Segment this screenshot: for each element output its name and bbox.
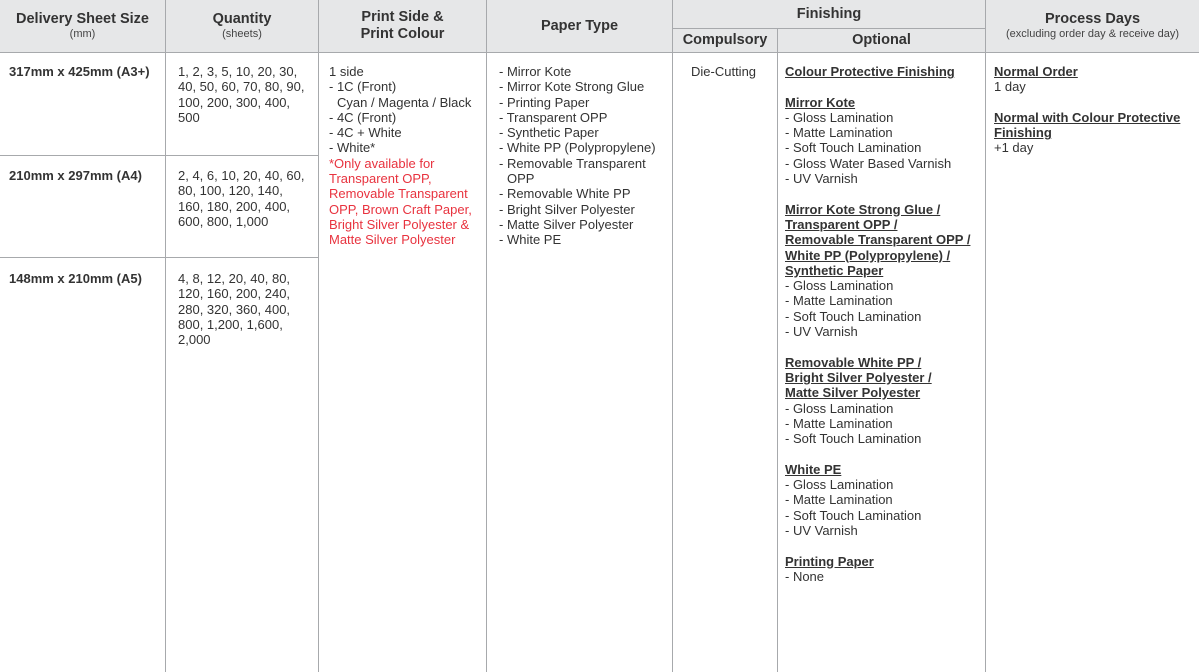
quantity-line: 4, 8, 12, 20, 40, 80, bbox=[178, 271, 291, 286]
quantity-line: 100, 200, 300, 400, bbox=[178, 94, 291, 110]
print-options bbox=[329, 64, 472, 248]
print-note: Matte Silver Polyester bbox=[329, 232, 456, 248]
quantity-line: 600, 800, 1,000 bbox=[178, 213, 269, 229]
header-process-title: Process Days bbox=[1044, 11, 1141, 27]
print-line: - White* bbox=[329, 140, 376, 156]
print-note: Removable Transparent bbox=[329, 186, 468, 202]
print-line: - 4C (Front) bbox=[329, 109, 397, 125]
quantity-line: 80, 100, 120, 140, bbox=[178, 183, 283, 199]
process-value: +1 day bbox=[994, 140, 1034, 156]
header-finishing bbox=[673, 0, 985, 28]
process-title: Finishing bbox=[994, 125, 1052, 141]
print-line: - 1C (Front) bbox=[329, 79, 397, 95]
finish-item: - Gloss Lamination bbox=[785, 278, 894, 294]
finish-item: - Gloss Lamination bbox=[785, 400, 894, 416]
header-optional-title: Optional bbox=[852, 32, 911, 48]
quantity-line: 1, 2, 3, 5, 10, 20, 30, bbox=[178, 64, 298, 79]
print-line: 1 side bbox=[329, 64, 364, 79]
paper-type-item: - White PE bbox=[499, 232, 562, 248]
header-quantity bbox=[166, 0, 318, 52]
header-compulsory bbox=[673, 29, 777, 52]
quantity-line: 160, 180, 200, 400, bbox=[178, 198, 291, 214]
header-print-title-2: Print Colour bbox=[360, 26, 445, 42]
process-title: Normal with Colour Protective bbox=[994, 109, 1181, 125]
header-process-sub: (excluding order day & receive day) bbox=[1005, 28, 1180, 40]
compulsory-die-cutting: Die-Cutting bbox=[691, 64, 757, 79]
divider bbox=[673, 28, 985, 29]
header-quantity-title: Quantity bbox=[212, 11, 272, 27]
finish-item: - Soft Touch Lamination bbox=[785, 140, 922, 156]
group-title: Mirror Kote Strong Glue / bbox=[785, 201, 941, 217]
print-note: Transparent OPP, bbox=[329, 171, 432, 187]
process-days bbox=[994, 64, 1180, 156]
print-line: Cyan / Magenta / Black bbox=[337, 94, 472, 110]
group-title: Removable White PP / bbox=[785, 354, 922, 370]
divider bbox=[672, 0, 673, 672]
header-size-title: Delivery Sheet Size bbox=[16, 11, 149, 27]
finish-item: - UV Varnish bbox=[785, 324, 858, 340]
quantity-line: 2,000 bbox=[178, 332, 211, 348]
divider bbox=[318, 0, 319, 672]
quantity-a3plus bbox=[178, 64, 305, 125]
header-optional bbox=[778, 29, 985, 52]
paper-type-item: - Removable Transparent bbox=[499, 155, 646, 171]
quantity-line: 280, 320, 360, 400, bbox=[178, 301, 291, 317]
print-note: OPP, Brown Craft Paper, bbox=[329, 201, 472, 217]
group-title: Matte Silver Polyester bbox=[785, 385, 921, 401]
quantity-line: 2, 4, 6, 10, 20, 40, 60, bbox=[178, 168, 305, 183]
finish-item: - Matte Lamination bbox=[785, 293, 893, 309]
optional-heading: Colour Protective Finishing bbox=[785, 64, 955, 79]
paper-type-item: - Removable White PP bbox=[499, 186, 631, 202]
print-note: *Only available for bbox=[329, 155, 435, 171]
group-title: White PP (Polypropylene) / bbox=[785, 247, 951, 263]
paper-type-item: - Matte Silver Polyester bbox=[499, 216, 634, 232]
divider bbox=[0, 155, 318, 156]
group-title: Printing Paper bbox=[785, 553, 874, 569]
finish-item: - Soft Touch Lamination bbox=[785, 507, 922, 523]
header-delivery-sheet-size bbox=[0, 0, 165, 52]
header-print-side bbox=[319, 0, 486, 52]
finish-item: - None bbox=[785, 568, 825, 584]
paper-type-list bbox=[499, 64, 656, 248]
group-title: Bright Silver Polyester / bbox=[785, 369, 932, 385]
divider bbox=[985, 0, 986, 672]
print-line: - 4C + White bbox=[329, 125, 402, 141]
quantity-line: 500 bbox=[178, 109, 200, 125]
print-note: Bright Silver Polyester & bbox=[329, 216, 470, 232]
header-print-title-1: Print Side & bbox=[361, 9, 444, 25]
paper-type-item: OPP bbox=[507, 171, 535, 187]
finish-item: - Matte Lamination bbox=[785, 492, 893, 508]
paper-type-item: - Bright Silver Polyester bbox=[499, 201, 635, 217]
header-process-days bbox=[986, 0, 1199, 52]
divider bbox=[777, 29, 778, 672]
divider bbox=[486, 0, 487, 672]
paper-type-item: - Synthetic Paper bbox=[499, 125, 599, 141]
optional-finishing bbox=[785, 64, 970, 584]
group-title: Removable Transparent OPP / bbox=[785, 232, 971, 248]
finish-item: - Gloss Lamination bbox=[785, 477, 894, 493]
process-value: 1 day bbox=[994, 79, 1026, 95]
quantity-a4 bbox=[178, 168, 304, 229]
group-title: Synthetic Paper bbox=[785, 262, 884, 278]
quantity-line: 40, 50, 60, 70, 80, 90, bbox=[178, 79, 305, 95]
group-title: White PE bbox=[785, 461, 842, 477]
finish-item: - UV Varnish bbox=[785, 522, 858, 538]
quantity-line: 120, 160, 200, 240, bbox=[178, 286, 291, 302]
header-size-sub: (mm) bbox=[69, 28, 96, 40]
header-paper-title: Paper Type bbox=[540, 17, 619, 34]
divider bbox=[165, 0, 166, 672]
paper-type-item: - Printing Paper bbox=[499, 94, 590, 110]
finish-item: - Soft Touch Lamination bbox=[785, 308, 922, 324]
quantity-a5 bbox=[178, 271, 290, 347]
divider bbox=[0, 257, 318, 258]
finish-item: - Matte Lamination bbox=[785, 415, 893, 431]
finish-item: - Soft Touch Lamination bbox=[785, 431, 922, 447]
group-title: Transparent OPP / bbox=[785, 216, 898, 232]
process-title: Normal Order bbox=[994, 64, 1078, 79]
paper-type-item: - Transparent OPP bbox=[499, 109, 608, 125]
size-a4: 210mm x 297mm (A4) bbox=[9, 168, 142, 183]
quantity-line: 800, 1,200, 1,600, bbox=[178, 316, 283, 332]
finish-item: - Gloss Lamination bbox=[785, 109, 894, 125]
size-a3plus: 317mm x 425mm (A3+) bbox=[9, 64, 150, 79]
paper-type-item: - Mirror Kote Strong Glue bbox=[499, 79, 645, 95]
size-a5: 148mm x 210mm (A5) bbox=[9, 271, 142, 286]
paper-type-item: - White PP (Polypropylene) bbox=[499, 140, 656, 156]
divider bbox=[0, 52, 1199, 53]
header-paper-type bbox=[487, 0, 672, 52]
finish-item: - Gloss Water Based Varnish bbox=[785, 155, 952, 171]
header-quantity-sub: (sheets) bbox=[222, 28, 262, 40]
finish-item: - Matte Lamination bbox=[785, 125, 893, 141]
paper-type-item: - Mirror Kote bbox=[499, 64, 572, 79]
header-finishing-title: Finishing bbox=[796, 5, 862, 22]
header-compulsory-title: Compulsory bbox=[682, 32, 768, 48]
group-title: Mirror Kote bbox=[785, 94, 856, 110]
finish-item: - UV Varnish bbox=[785, 171, 858, 187]
